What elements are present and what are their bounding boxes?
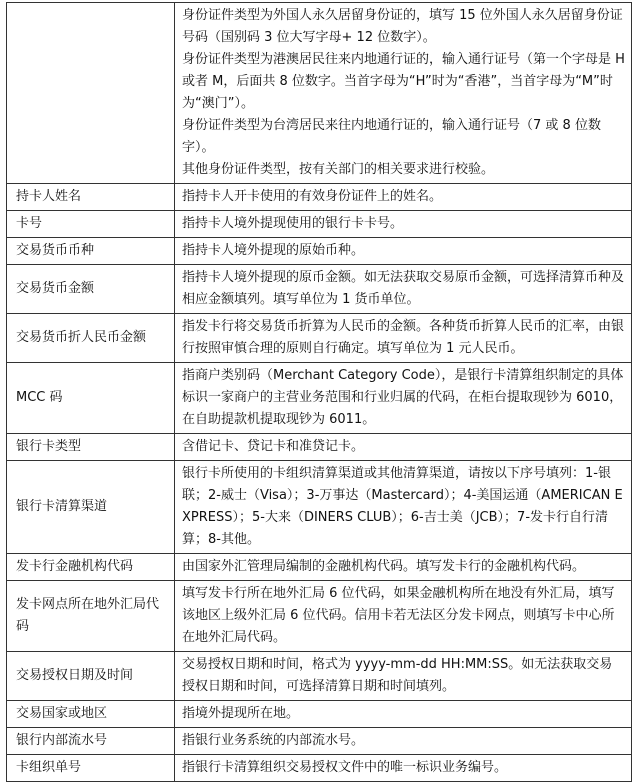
description-cell	[175, 652, 632, 701]
description-paragraph: 身份证件类型为外国人永久居留身份证的，填写 15 位外国人永久居留身份证号码（国别码 3 位大写字母+ 12 位数字）。	[182, 8, 623, 45]
field-name-cell: 交易货币折人民币金额	[7, 314, 175, 363]
description-paragraph: 其他身份证件类型，按有关部门的相关要求进行校验。	[182, 162, 495, 177]
description-cell	[175, 701, 632, 728]
field-name-cell: 交易国家或地区	[7, 701, 175, 728]
description-paragraph: 指境外提现所在地。	[182, 706, 300, 721]
table-row	[7, 434, 632, 461]
description-cell	[175, 238, 632, 265]
description-paragraph: 由国家外汇管理局编制的金融机构代码。填写发卡行的金融机构代码。	[182, 559, 586, 574]
description-paragraph: 指银行业务系统的内部流水号。	[182, 733, 365, 748]
table-row	[7, 652, 632, 701]
description-paragraph: 指商户类别码（Merchant Category Code），是银行卡清算组织制定的具体标识一家商户的主营业务范围和行业归属的代码，在柜台提取现钞为 6010，在自助提款机提取现钞为 6011。	[182, 368, 624, 427]
field-name-cell: 交易货币金额	[7, 265, 175, 314]
description-paragraph: 指持卡人境外提现的原始币种。	[182, 243, 365, 258]
table-row	[7, 728, 632, 755]
description-paragraph: 指持卡人开卡使用的有效身份证件上的姓名。	[182, 189, 443, 204]
field-name-cell: 银行卡清算渠道	[7, 461, 175, 554]
field-name-cell: 发卡行金融机构代码	[7, 554, 175, 581]
description-cell	[175, 581, 632, 652]
table-row	[7, 701, 632, 728]
description-paragraph: 指持卡人境外提现使用的银行卡卡号。	[182, 216, 404, 231]
table-row	[7, 184, 632, 211]
field-name-cell: 发卡网点所在地外汇局代码	[7, 581, 175, 652]
description-paragraph: 身份证件类型为港澳居民往来内地通行证的，输入通行证号（第一个字母是 H 或者 M，后面共 8 位数字。当首字母为“H”时为“香港”，当首字母为“M”时为“澳门”）。	[182, 52, 625, 111]
description-cell	[175, 554, 632, 581]
description-paragraph: 指银行卡清算组织交易授权文件中的唯一标识业务编号。	[182, 760, 508, 775]
field-name-cell: 持卡人姓名	[7, 184, 175, 211]
description-paragraph: 指发卡行将交易货币折算为人民币的金额。各种货币折算人民币的汇率，由银行按照审慎合理的原则自行确定。填写单位为 1 元人民币。	[182, 319, 625, 356]
description-paragraph: 含借记卡、贷记卡和准贷记卡。	[182, 439, 365, 454]
field-name-cell: 银行内部流水号	[7, 728, 175, 755]
description-paragraph: 银行卡所使用的卡组织清算渠道或其他清算渠道，请按以下序号填列：1-银联；2-威士（Visa）；3-万事达（Mastercard）；4-美国运通（AMERICAN EXPRESS）；5-大来（DINERS CLUB）；6-吉士美（JCB）；7-发卡行自行清算；8-其他。	[182, 466, 623, 547]
spec-table	[6, 2, 632, 782]
field-name-cell: MCC 码	[7, 363, 175, 434]
description-cell	[175, 434, 632, 461]
description-cell	[175, 461, 632, 554]
description-paragraph: 指持卡人境外提现的原币金额。如无法获取交易原币金额，可选择清算币种及相应金额填列。填写单位为 1 货币单位。	[182, 270, 625, 307]
description-cell	[175, 728, 632, 755]
description-cell	[175, 755, 632, 782]
table-row	[7, 755, 632, 782]
description-cell	[175, 314, 632, 363]
table-row	[7, 363, 632, 434]
table-row	[7, 211, 632, 238]
field-name-cell: 银行卡类型	[7, 434, 175, 461]
table-row	[7, 554, 632, 581]
description-cell	[175, 363, 632, 434]
table-row	[7, 581, 632, 652]
table-row	[7, 3, 632, 184]
field-name-cell: 卡号	[7, 211, 175, 238]
description-cell	[175, 184, 632, 211]
table-row	[7, 265, 632, 314]
description-cell	[175, 211, 632, 238]
field-name-cell: 卡组织单号	[7, 755, 175, 782]
table-row	[7, 238, 632, 265]
description-paragraph: 填写发卡行所在地外汇局 6 位代码，如果金融机构所在地没有外汇局，填写该地区上级外汇局 6 位代码。信用卡若无法区分发卡网点，则填写卡中心所在地外汇局代码。	[182, 586, 615, 645]
field-name-cell	[7, 3, 175, 184]
field-name-cell: 交易货币币种	[7, 238, 175, 265]
description-cell	[175, 265, 632, 314]
description-cell	[175, 3, 632, 184]
table-row	[7, 314, 632, 363]
description-paragraph: 交易授权日期和时间，格式为 yyyy-mm-dd HH:MM:SS。如无法获取交易授权日期和时间，可选择清算日期和时间填列。	[182, 657, 613, 694]
field-name-cell: 交易授权日期及时间	[7, 652, 175, 701]
table-row	[7, 461, 632, 554]
description-paragraph: 身份证件类型为台湾居民来往内地通行证的，输入通行证号（7 或 8 位数字）。	[182, 118, 601, 155]
